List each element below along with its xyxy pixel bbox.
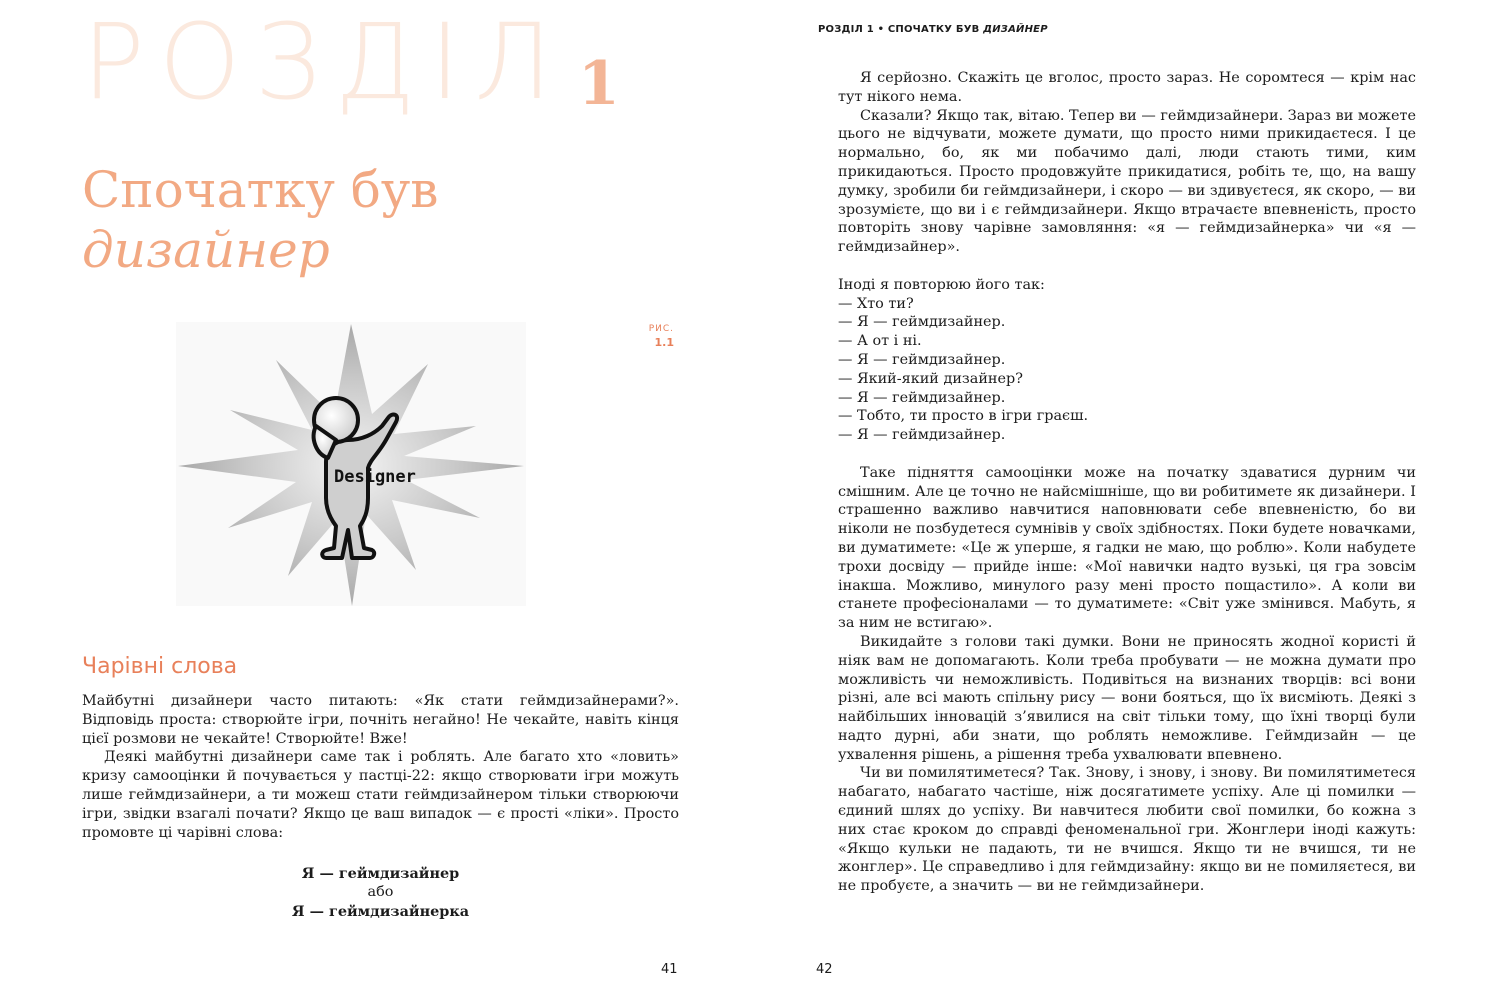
dialog-line: — Який-який дизайнер?: [838, 370, 1023, 387]
designer-caption: Designer: [334, 467, 416, 487]
dialog-line: — А от і ні.: [838, 333, 922, 350]
chapter-title: [82, 160, 438, 280]
right-paragraph-2: Сказали? Якщо так, вітаю. Тепер ви — геймдизайнери. Зараз ви можете цього не відчувати, можете думати, що просто ними прикидаєтеся. І це нормально, бо, як ми побачимо далі, люди стають тими, ким прикидаються. Просто продовжуйте прикидатися, робіть те, що, на вашу думку, зробили би геймдизайнери, і скоро — ви здивуєтеся, як скоро, — ви зрозумієте, що ви і є геймдизайнери. Якщо втрачаєте впевненість, просто повторіть знову чарівне замовляння: «я — геймдизайнерка» чи «я — геймдизайнер».: [838, 107, 1416, 256]
left-paragraph-1: Майбутні дизайнери часто питають: «Як стати геймдизайнерами?». Відповідь проста: створюйте ігри, почніть негайно! Не чекайте, навіть кінця цієї розмови не чекайте! Створюйте! Вже!: [82, 693, 679, 747]
chapter-title-line1: Спочатку був: [82, 161, 439, 219]
dialog-line: — Я — геймдизайнер.: [838, 351, 1006, 368]
dialog-line: — Хто ти?: [838, 295, 914, 312]
designer-figure-illustration: [176, 322, 526, 606]
chapter-number: 1: [578, 49, 620, 119]
right-paragraph-4: Викидайте з голови такі думки. Вони не приносять жодної користі й ніяк вам не допомагають. Коли треба пробувати — не можна думати про можливість чи неможливість. Подивіться на визнаних творців: всі вони різні, але всі мають спільну рису — вони бояться, що їх висміють. Деякі з найбільших інновацій з’явилися на світ тільки тому, що їхні творці були надто дурні, аби знати, що роблять неможливе. Геймдизайн — це ухвалення рішень, а рішення треба ухвалювати впевнено.: [838, 633, 1416, 763]
left-body-text: [82, 692, 679, 842]
magic-words-line1: Я — геймдизайнер: [301, 865, 460, 882]
left-paragraph-2: Деякі майбутні дизайнери саме так і роблять. Але багато хто «ловить» кризу самооцінки й почувається у пастці-22: якщо створювати ігри можуть лише геймдизайнери, а ти можеш стати геймдизайнером тільки створюючи ігри, звідки взагалі почати? Якщо це ваш випадок — є прості «ліки». Просто промовте ці чарівні слова:: [82, 749, 679, 841]
right-paragraph-1: Я серйозно. Скажіть це вголос, просто зараз. Не соромтеся — крім нас тут нікого нема.: [838, 70, 1416, 105]
figure-number: 1.1: [654, 336, 674, 349]
magic-words: [82, 864, 679, 921]
running-head-prefix: РОЗДІЛ 1 • СПОЧАТКУ БУВ: [818, 24, 980, 35]
page-number-right: 42: [816, 962, 833, 977]
chapter-word: РОЗДІЛ: [82, 1, 567, 123]
right-paragraph-5: Чи ви помилятиметеся? Так. Знову, і знову, і знову. Ви помилятиметеся набагато, набагато частіше, ніж досягатимете успіху. Але ці помилки — єдиний шлях до успіху. Ви навчитеся любити свої помилки, бо кожна з них стає кроком до справді феноменальної гри. Жонглери іноді кажуть: «Якщо кульки не падають, ти не вчишся. Якщо ти не вчишся, ти не жонглер». Це справедливо і для геймдизайну: якщо ви не помиляєтеся, ви не пробуєте, а значить — ви не геймдизайнери.: [838, 765, 1416, 895]
chapter-title-line2: дизайнер: [82, 221, 330, 279]
figure-label: [648, 322, 674, 350]
dialog-line: — Я — геймдизайнер.: [838, 389, 1006, 406]
running-head: [818, 24, 1048, 35]
figure-label-prefix: РИС.: [648, 324, 674, 334]
right-body-text: [838, 69, 1416, 896]
dialog-line: — Тобто, ти просто в ігри граєш.: [838, 408, 1089, 425]
page-number-left: 41: [661, 962, 678, 977]
magic-words-line2: або: [367, 884, 394, 900]
section-heading: Чарівні слова: [82, 654, 238, 679]
dialog-line: — Я — геймдизайнер.: [838, 314, 1006, 331]
running-head-italic: ДИЗАЙНЕР: [983, 24, 1048, 35]
magic-words-line3: Я — геймдизайнерка: [291, 903, 470, 920]
dialog-intro: Іноді я повторюю його так:: [838, 276, 1045, 293]
right-paragraph-3: Таке підняття самооцінки може на початку здаватися дурним чи смішним. Але це точно не найсмішніше, що ви робитимете як дизайнери. І страшенно важливо навчитися наповнювати себе впевненістю, бо ви ніколи не позбудетеся сумнівів у своїх здібностях. Поки будете новачками, ви думатимете: «Це ж уперше, я гадки не маю, що роблю». Коли набудете трохи досвіду — прийде інше: «Мої навички надто вузькі, ця гра зовсім інакша. Можливо, минулого разу мені просто пощастило». А коли ви станете професіоналами — то думатимете: «Світ уже змінився. Мабуть, я за ним не встигаю».: [838, 464, 1416, 632]
dialog-list: [838, 276, 1416, 445]
dialog-line: — Я — геймдизайнер.: [838, 427, 1006, 444]
right-page: [750, 0, 1500, 1000]
